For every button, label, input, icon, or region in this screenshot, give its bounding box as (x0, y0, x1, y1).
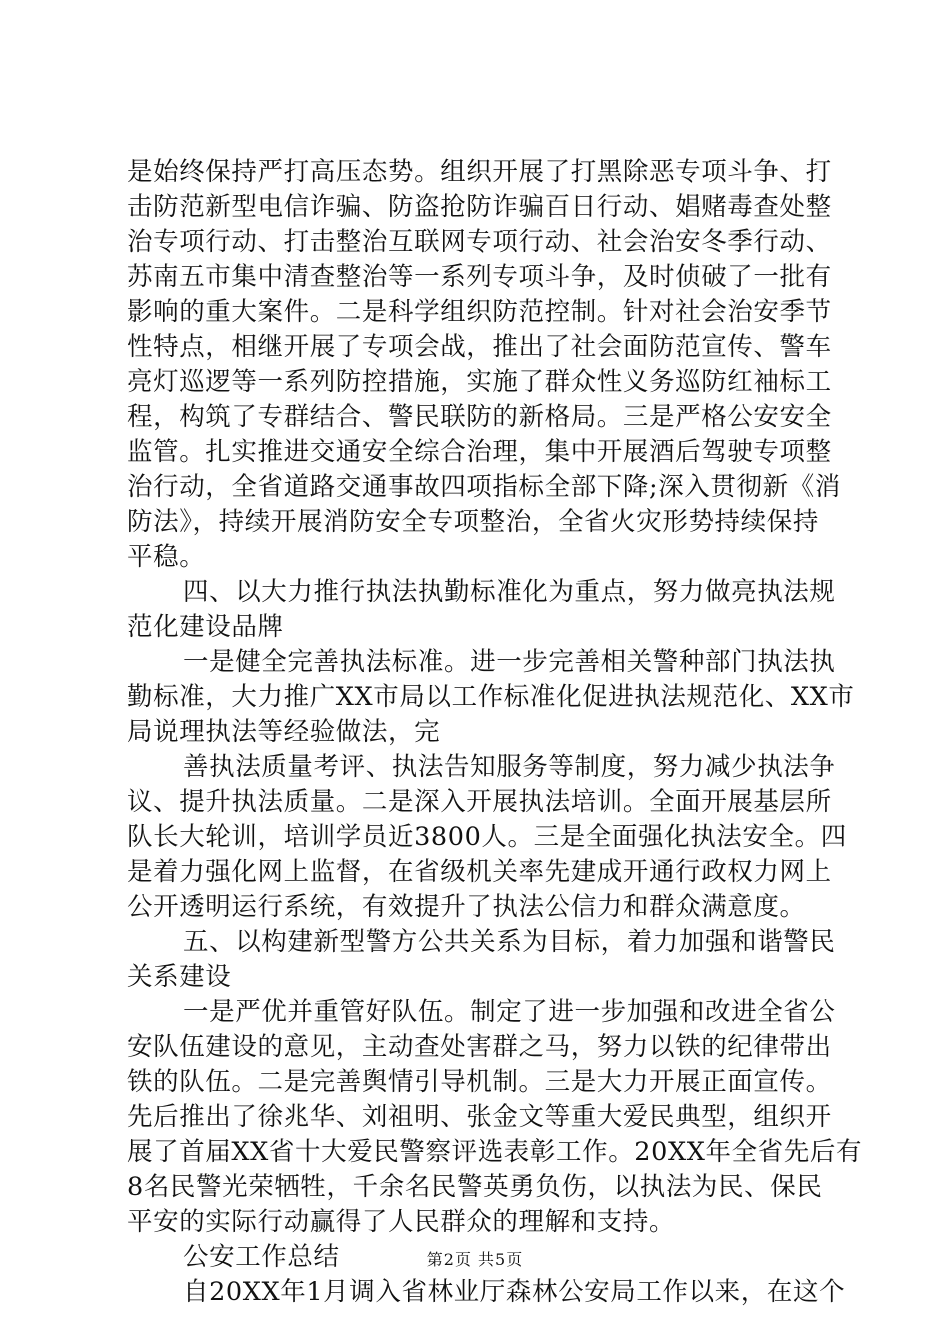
text-line: 议、提升执法质量。二是深入开展执法培训。全面开展基层所 (127, 787, 832, 817)
text-line: 平稳。 (127, 542, 206, 572)
text-line: 平安的实际行动赢得了人民群众的理解和支持。 (127, 1207, 676, 1237)
page-footer: 第2页 共5页 (426, 1250, 524, 1269)
text-line: 勤标准，大力推广XX市局以工作标准化促进执法规范化、XX市 (127, 682, 855, 712)
text-line: 五、以构建新型警方公共关系为目标，着力加强和谐警民 (183, 927, 836, 957)
text-line: 铁的队伍。二是完善舆情引导机制。三是大力开展正面宣传。 (127, 1067, 832, 1097)
text-line: 四、以大力推行执法执勤标准化为重点，努力做亮执法规 (183, 577, 836, 607)
text-line: 是始终保持严打高压态势。组织开展了打黑除恶专项斗争、打 (127, 157, 832, 187)
text-line: 公安工作总结 (183, 1242, 340, 1272)
text-line: 安队伍建设的意见，主动查处害群之马，努力以铁的纪律带出 (127, 1032, 832, 1062)
text-line: 苏南五市集中清查整治等一系列专项斗争，及时侦破了一批有 (127, 262, 832, 292)
text-line: 击防范新型电信诈骗、防盗抢防诈骗百日行动、娼赌毒查处整 (127, 192, 832, 222)
text-line: 展了首届XX省十大爱民警察评选表彰工作。20XX年全省先后有 (127, 1137, 863, 1167)
text-line: 治行动，全省道路交通事故四项指标全部下降;深入贯彻新《消 (127, 472, 841, 502)
text-line: 局说理执法等经验做法，完 (127, 717, 441, 747)
text-line: 先后推出了徐兆华、刘祖明、张金文等重大爱民典型，组织开 (127, 1102, 832, 1132)
text-line: 亮灯巡逻等一系列防控措施，实施了群众性义务巡防红袖标工 (127, 367, 832, 397)
text-line: 一是健全完善执法标准。进一步完善相关警种部门执法执 (183, 647, 836, 677)
text-line: 是着力强化网上监督，在省级机关率先建成开通行政权力网上 (127, 857, 832, 887)
text-line: 善执法质量考评、执法告知服务等制度，努力减少执法争 (183, 752, 836, 782)
text-line: 队长大轮训，培训学员近3800人。三是全面强化执法安全。四 (127, 822, 847, 852)
text-line: 一是严优并重管好队伍。制定了进一步加强和改进全省公 (183, 997, 836, 1027)
document-body (127, 155, 863, 1310)
text-line: 治专项行动、打击整治互联网专项行动、社会治安冬季行动、 (127, 227, 832, 257)
text-line: 关系建设 (127, 962, 232, 992)
text-line: 8名民警光荣牺牲，千余名民警英勇负伤，以执法为民、保民 (127, 1172, 823, 1202)
text-line: 防法》，持续开展消防安全专项整治，全省火灾形势持续保持 (127, 507, 819, 537)
text-line: 性特点，相继开展了专项会战，推出了社会面防范宣传、警车 (127, 332, 832, 362)
text-line: 公开透明运行系统，有效提升了执法公信力和群众满意度。 (127, 892, 806, 922)
text-line: 影响的重大案件。二是科学组织防范控制。针对社会治安季节 (127, 297, 832, 327)
text-line: 范化建设品牌 (127, 612, 284, 642)
text-line: 监管。扎实推进交通安全综合治理，集中开展酒后驾驶专项整 (127, 437, 832, 467)
text-line: 自20XX年1月调入省林业厅森林公安局工作以来，在这个 (183, 1277, 846, 1307)
text-line: 程，构筑了专群结合、警民联防的新格局。三是严格公安安全 (127, 402, 832, 432)
